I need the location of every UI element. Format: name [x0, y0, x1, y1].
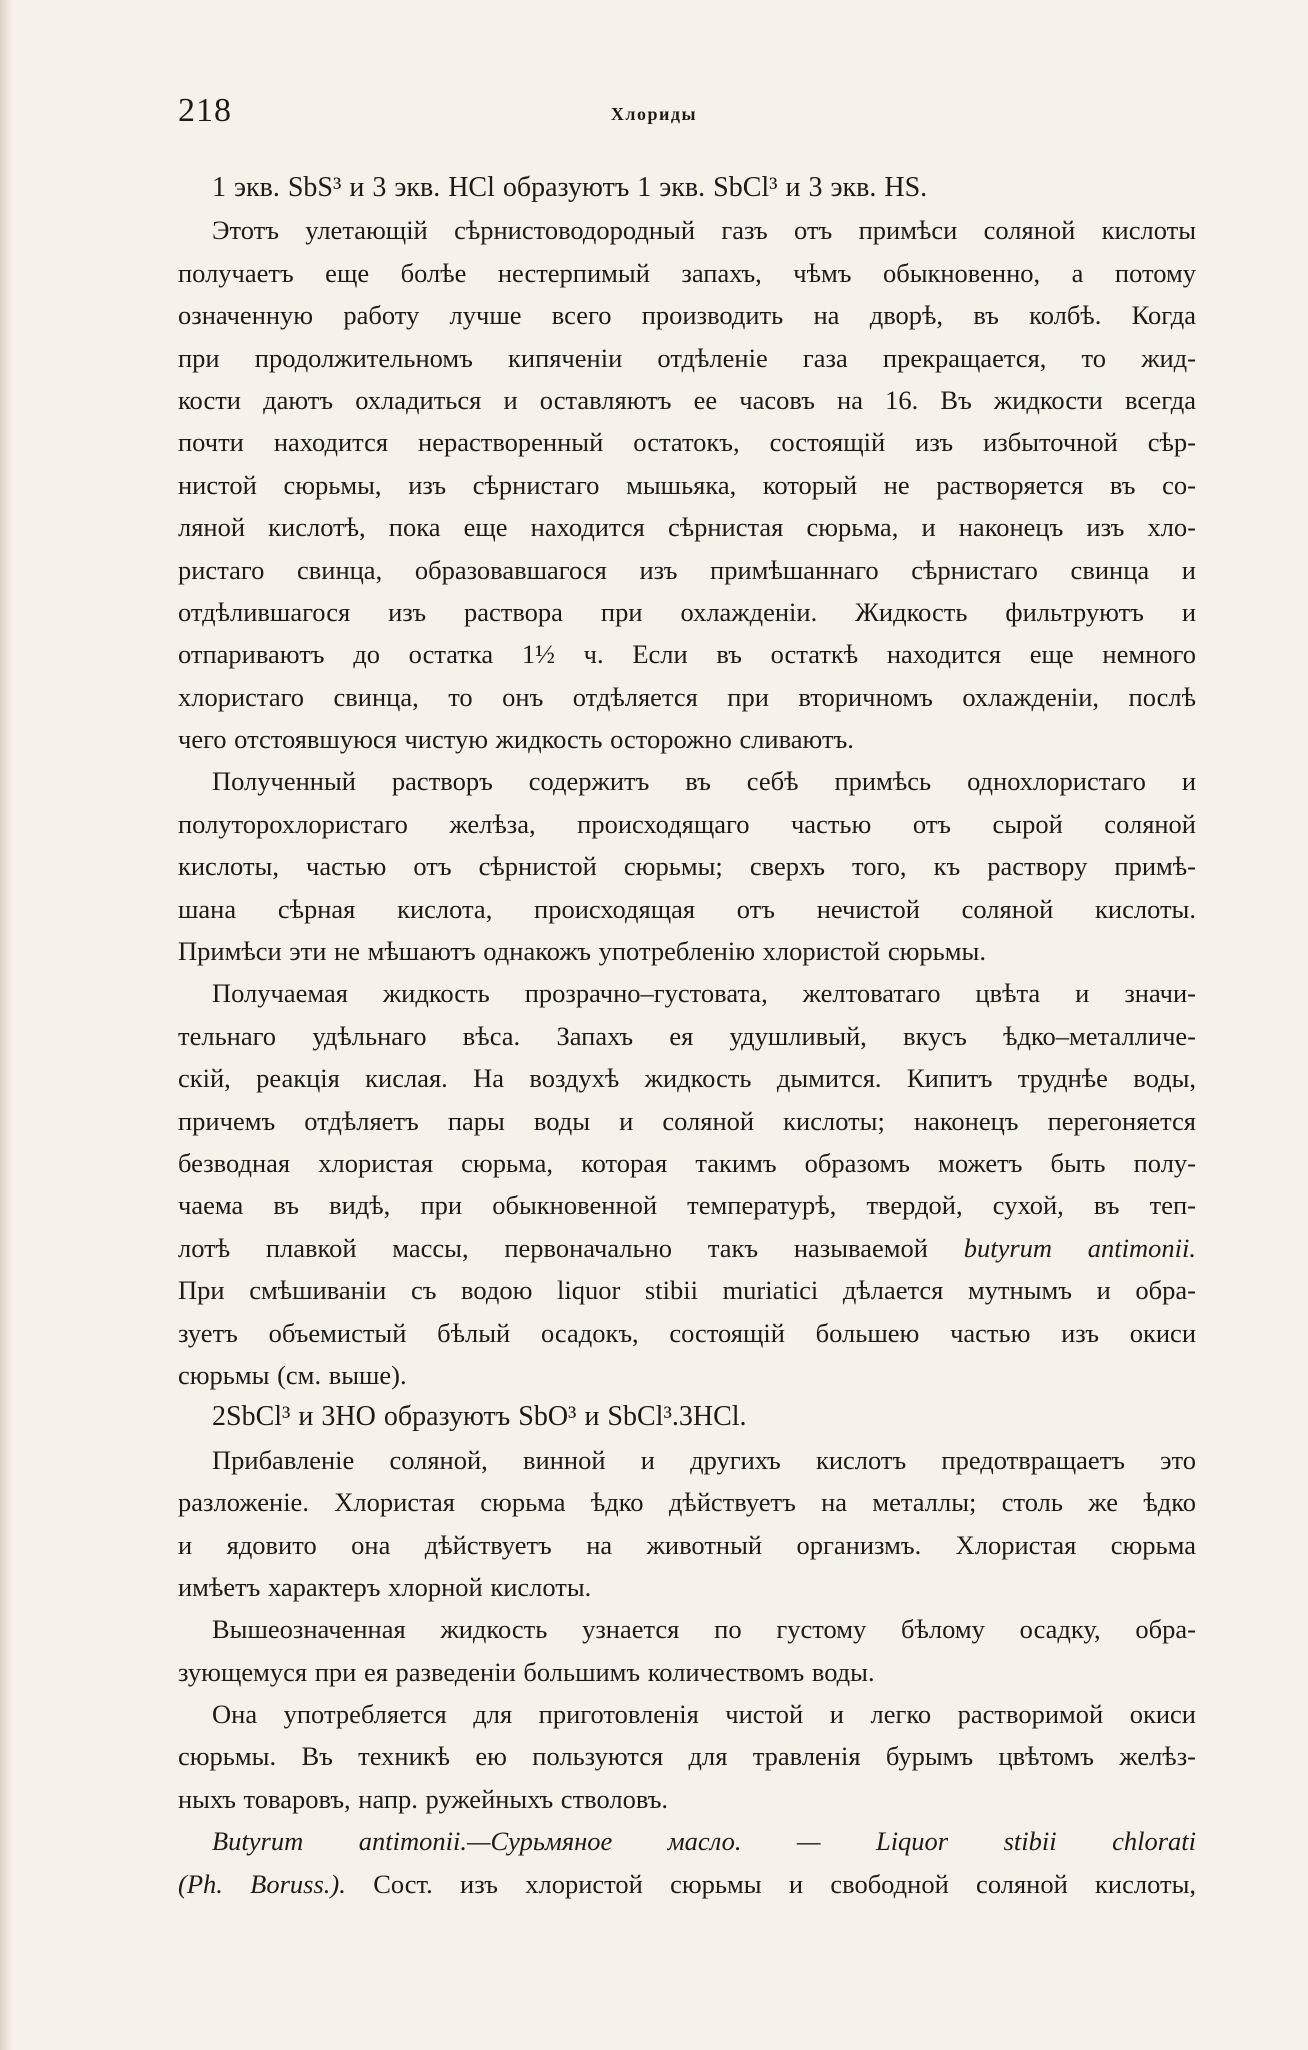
text-line: зующемуся при ея разведеніи большимъ количествомъ воды.: [178, 1656, 875, 1687]
text-line: означенную работу лучше всего производить на дворѣ, въ колбѣ. Когда: [178, 300, 1196, 331]
text-line: безводная хлористая сюрьма, которая такимъ образомъ можетъ быть полу-: [178, 1147, 1196, 1178]
text-line: отпариваютъ до остатка 1½ ч. Если въ остаткѣ находится еще немного: [178, 639, 1196, 670]
text-line: скій, реакція кислая. На воздухѣ жидкость дымится. Кипитъ труднѣе воды,: [178, 1063, 1196, 1094]
text-line: Примѣси эти не мѣшаютъ однакожъ употребленію хлористой сюрьмы.: [178, 936, 986, 967]
text-line: почти находится нерастворенный остатокъ, состоящій изъ избыточной сѣр-: [178, 427, 1196, 458]
text-line: Вышеозначенная жидкость узнается по густому бѣлому осадку, обра-: [212, 1614, 1196, 1645]
italic-term: butyrum antimonii.: [963, 1232, 1196, 1263]
text-line: разложеніе. Хлористая сюрьма ѣдко дѣйствуетъ на металлы; столь же ѣдко: [178, 1487, 1196, 1518]
text-line: и ядовито она дѣйствуетъ на животный организмъ. Хлористая сюрьма: [178, 1529, 1196, 1560]
running-title: Хлориды: [610, 104, 698, 124]
text-line: отдѣлившагося изъ раствора при охлажденіи. Жидкость фильтруютъ и: [178, 596, 1196, 627]
text-line: ляной кислотѣ, пока еще находится сѣрнистая сюрьма, и наконецъ изъ хло-: [178, 512, 1196, 543]
pharmacopoeia-abbreviation: (Ph. Boruss.).: [178, 1868, 346, 1899]
text-line: Получаемая жидкость прозрачно–густовата, желтоватаго цвѣта и значи-: [212, 978, 1196, 1009]
page-number: 218: [178, 92, 232, 129]
text-line: Этотъ улетающій сѣрнистоводородный газъ отъ примѣси соляной кислоты: [212, 215, 1196, 246]
text-line: при продолжительномъ кипяченіи отдѣленіе газа прекращается, то жид-: [178, 342, 1196, 373]
text-line: полуторохлористаго желѣза, происходящаго частью отъ сырой соляной: [178, 808, 1196, 839]
text-line: зуетъ объемистый бѣлый осадокъ, состоящій большею частью изъ окиси: [178, 1317, 1196, 1348]
text-line: сюрьмы. Въ техникѣ ею пользуются для травленія бурымъ цвѣтомъ желѣз-: [178, 1741, 1196, 1772]
text-line: При смѣшиваніи съ водою liquor stibii muriatici дѣлается мутнымъ и обра-: [178, 1275, 1196, 1306]
text-line: Полученный растворъ содержитъ въ себѣ примѣсь однохлористаго и: [212, 766, 1196, 797]
text-line: кости даютъ охладиться и оставляютъ ее часовъ на 16. Въ жидкости всегда: [178, 384, 1196, 415]
text-line: кислоты, частью отъ сѣрнистой сюрьмы; сверхъ того, къ раствору примѣ-: [178, 851, 1196, 882]
text-line: ныхъ товаровъ, напр. ружейныхъ стволовъ.: [178, 1783, 669, 1814]
text-line: хлористаго свинца, то онъ отдѣляется при вторичномъ охлажденіи, послѣ: [178, 681, 1196, 712]
text-line: Прибавленіе соляной, винной и другихъ кислотъ предотвращаетъ это: [212, 1444, 1196, 1475]
formula-line: 2SbCl³ и 3HO образуютъ SbO³ и SbCl³.3HCl.: [212, 1401, 747, 1433]
text-line-with-italic: [178, 1227, 1196, 1269]
text-line: Она употребляется для приготовленія чистой и легко растворимой окиси: [212, 1699, 1196, 1730]
text-line: ристаго свинца, образовавшагося изъ примѣшаннаго сѣрнистаго свинца и: [178, 554, 1196, 585]
text-line: нистой сюрьмы, изъ сѣрнистаго мышьяка, который не растворяется въ со-: [178, 469, 1196, 500]
text-line: чаема въ видѣ, при обыкновенной температурѣ, твердой, сухой, въ теп-: [178, 1190, 1196, 1221]
text-line: имѣетъ характеръ хлорной кислоты.: [178, 1571, 592, 1602]
text-line: чего отстоявшуюся чистую жидкость осторожно сливаютъ.: [178, 724, 854, 755]
page-binding-edge: [0, 0, 12, 2050]
text-line-with-italic: [178, 1863, 1196, 1905]
body-text: [178, 167, 1196, 1905]
formula-line: 1 экв. SbS³ и 3 экв. HCl образуютъ 1 экв. SbCl³ и 3 экв. HS.: [212, 172, 928, 203]
text-line: сюрьмы (см. выше).: [178, 1359, 407, 1390]
text-segment: Сост. изъ хлористой сюрьмы и свободной соляной кислоты,: [373, 1868, 1196, 1899]
section-heading-line: Butyrum antimonii.—Сурьмяное масло. — Liquor stibii chlorati: [212, 1826, 1196, 1857]
text-line: причемъ отдѣляетъ пары воды и соляной кислоты; наконецъ перегоняется: [178, 1105, 1196, 1136]
text-line: шана сѣрная кислота, происходящая отъ нечистой соляной кислоты.: [178, 893, 1196, 924]
text-line: тельнаго удѣльнаго вѣса. Запахъ ея удушливый, вкусъ ѣдко–металличе-: [178, 1020, 1196, 1051]
text-segment: лотѣ плавкой массы, первоначально такъ называемой: [178, 1232, 928, 1263]
text-line: получаетъ еще болѣе нестерпимый запахъ, чѣмъ обыкновенно, а потому: [178, 257, 1196, 288]
